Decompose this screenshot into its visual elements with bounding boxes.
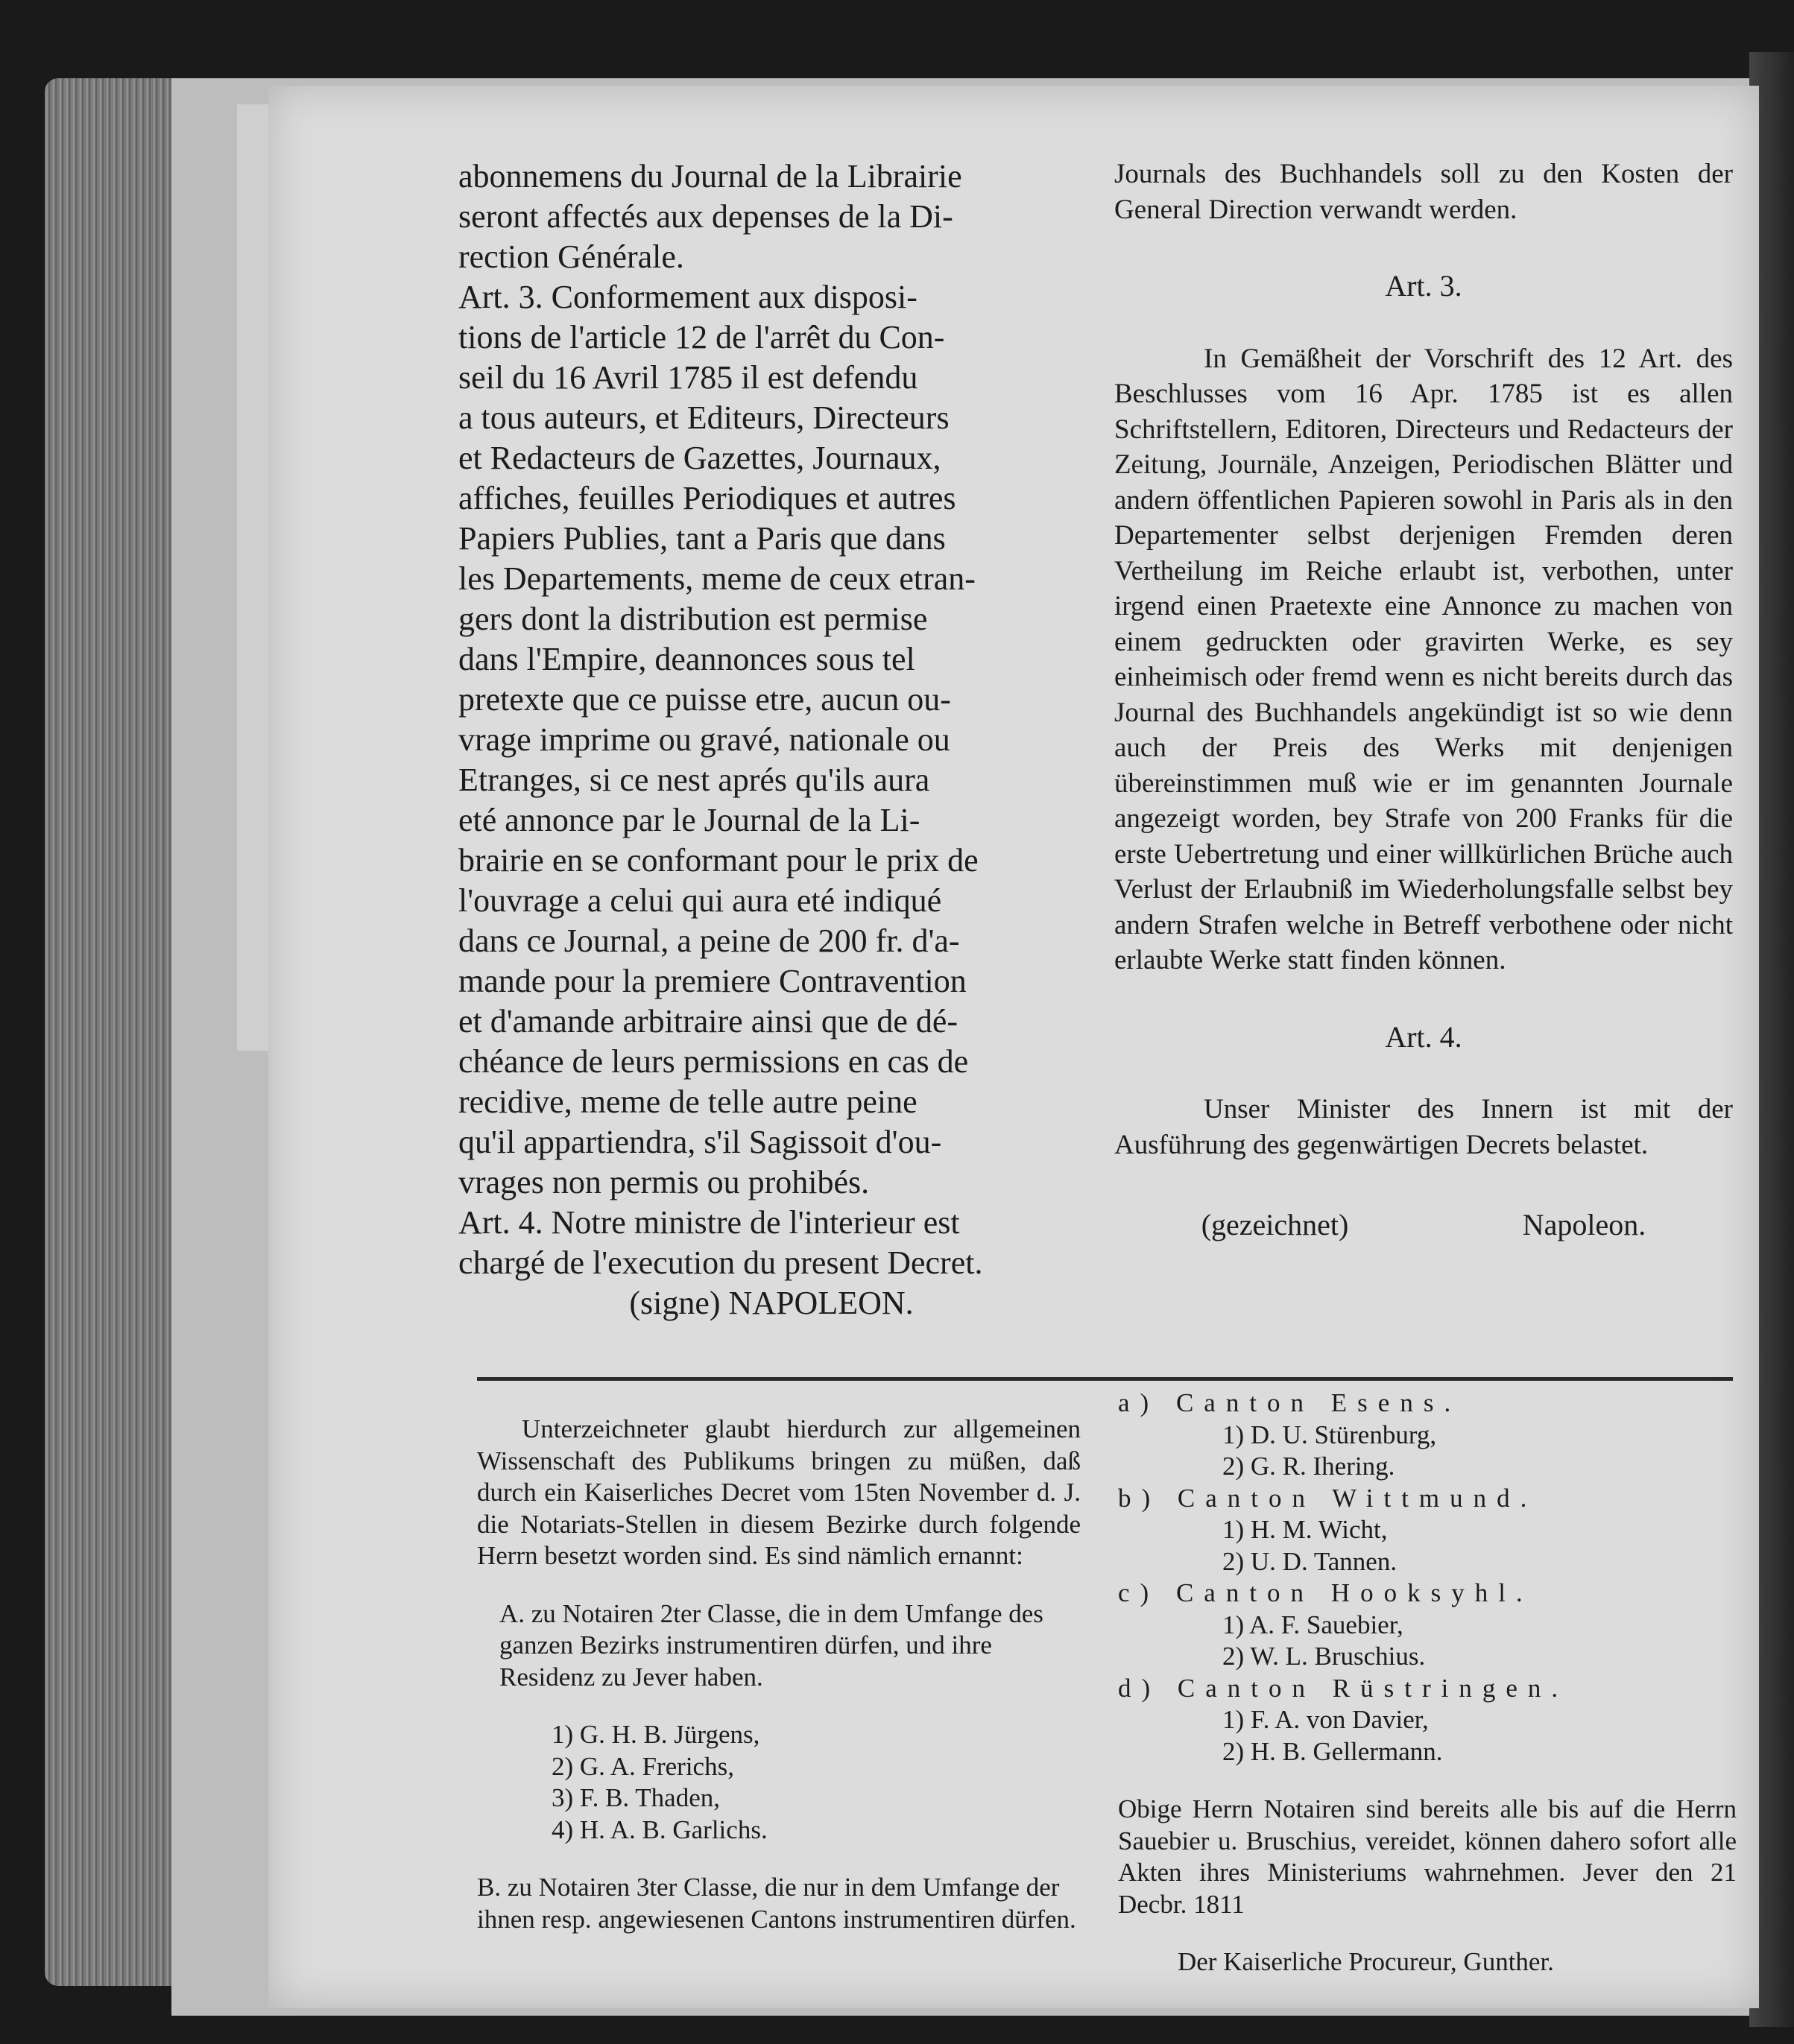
notary-list-a (477, 1719, 1081, 1846)
french-line: et d'amande arbitraire ainsi que de dé- (458, 1003, 958, 1040)
french-line: Art. 4. Notre ministre de l'interieur est (458, 1204, 960, 1241)
notary-entry: 2) W. L. Bruschius. (1222, 1642, 1426, 1671)
book-page-edges (45, 78, 186, 1986)
french-line: et Redacteurs de Gazettes, Journaux, (458, 440, 941, 476)
notary-entry: 4) H. A. B. Garlichs. (552, 1814, 768, 1844)
french-line: l'ouvrage a celui qui aura eté indiqué (458, 882, 942, 919)
french-line: Papiers Publies, tant a Paris que dans (458, 520, 946, 557)
french-line: mande pour la premiere Contravention (458, 963, 967, 999)
german-art4-text: Unser Minister des Innern ist mit der Ausführung des gegenwärtigen Decrets belastet. (1114, 1094, 1733, 1160)
french-line: recidive, meme de telle autre peine (458, 1083, 917, 1120)
french-line: les Departements, meme de ceux etran- (458, 560, 976, 597)
notice-closing: Obige Herrn Notairen sind bereits alle bis auf die Herrn Sauebier u. Bruschius, vereidet, können dahero sofort alle Akten ihres Ministeriums wahrnehmen. Jever den 21 Decbr. 1811 (1118, 1794, 1737, 1919)
notary-entry: 2) U. D. Tannen. (1222, 1546, 1397, 1576)
notary-entry: 2) G. R. Ihering. (1222, 1452, 1395, 1481)
french-line: qu'il appartiendra, s'il Sagissoit d'ou- (458, 1124, 942, 1160)
canton-list (1118, 1388, 1737, 1768)
notary-notice-left (477, 1388, 1081, 1961)
notary-entry: 1) A. F. Sauebier, (1222, 1610, 1403, 1639)
french-line: tions de l'article 12 de l'arrêt du Con- (458, 319, 945, 355)
french-line: affiches, feuilles Periodiques et autres (458, 480, 956, 516)
french-line: eté annonce par le Journal de la Li- (458, 802, 920, 838)
french-line: gers dont la distribution est permise (458, 601, 928, 637)
section-divider (477, 1377, 1733, 1381)
french-line: chéance de leurs permissions en cas de (458, 1043, 969, 1080)
notary-entry: 1) D. U. Stürenburg, (1222, 1420, 1437, 1449)
french-text (458, 156, 1084, 1283)
notary-entry: 3) F. B. Thaden, (552, 1783, 720, 1812)
notary-entry: 1) F. A. von Davier, (1222, 1705, 1429, 1734)
canton-heading: c) Canton Hooksyhl. (1118, 1578, 1533, 1607)
french-line: rection Générale. (458, 238, 684, 275)
french-line: vrage imprime ou gravé, nationale ou (458, 721, 950, 758)
notary-entry: 2) G. A. Frerichs, (552, 1751, 734, 1781)
german-signature-name: Napoleon. (1522, 1208, 1646, 1241)
german-column (1114, 156, 1733, 1243)
notice-section-b: B. zu Notairen 3ter Classe, die nur in dem Umfange der ihnen resp. angewiesenen Cantons instrumentiren dürfen. (477, 1873, 1076, 1934)
canton-heading: b) Canton Wittmund. (1118, 1483, 1538, 1513)
canton-heading: a) Canton Esens. (1118, 1388, 1462, 1417)
notary-entry: 1) H. M. Wicht, (1222, 1515, 1388, 1544)
french-line: pretexte que ce puisse etre, aucun ou- (458, 681, 951, 718)
french-line: seil du 16 Avril 1785 il est defendu (458, 359, 918, 396)
german-art3-heading: Art. 3. (1385, 269, 1462, 303)
notary-notice-right (1118, 1388, 1737, 2005)
notice-section-a: A. zu Notairen 2ter Classe, die in dem Umfange des ganzen Bezirks instrumentiren dürfen, und ihre Residenz zu Jever haben. (499, 1598, 1043, 1692)
notary-entry: 2) H. B. Gellermann. (1222, 1736, 1443, 1766)
french-line: chargé de l'execution du present Decret. (458, 1244, 983, 1281)
french-line: abonnemens du Journal de la Librairie (458, 158, 962, 194)
german-signature (1114, 1207, 1733, 1243)
notary-entry: 1) G. H. B. Jürgens, (552, 1720, 760, 1749)
french-line: vrages non permis ou prohibés. (458, 1164, 870, 1200)
canton-heading: d) Canton Rüstringen. (1118, 1673, 1569, 1703)
notice-closing-signature: Der Kaiserliche Procureur, Gunther. (1178, 1947, 1554, 1976)
french-line: brairie en se conformant pour le prix de (458, 842, 979, 879)
french-line: Etranges, si ce nest aprés qu'ils aura (458, 762, 930, 798)
german-signature-label: (gezeichnet) (1201, 1208, 1349, 1241)
french-column (458, 156, 1084, 1323)
german-art3-text: In Gemäßheit der Vorschrift des 12 Art. des Beschlusses vom 16 Apr. 1785 ist es allen Schriftstellern, Editoren, Directeurs und Redacteurs der Zeitung, Journäle, Anzeigen, Periodischen Blätter und andern öffentlichen Papieren sowohl in Paris als in den Departementer selbst derjenigen Fremden deren Vertheilung im Reiche erlaubt ist, verbothen, unter irgend einen Praetexte eine Annonce zu machen von einem gedruckten oder gravirten Werke, es sey einheimisch oder fremd wenn es nicht bereits durch das Journal des Buchhandels angekündigt ist so wie denn auch der Preis des Werks mit denjenigen übereinstimmen muß wie er im genannten Journale angezeigt worden, bey Strafe von 200 Franks für die erste Uebertretung und einer willkürlichen Brüche auch Verlust der Erlaubniß im Wiederholungsfalle selbst bey andern Strafen welche in Betreff verbothene oder nicht erlaubte Werke statt finden können. (1114, 343, 1733, 975)
notice-intro: Unterzeichneter glaubt hierdurch zur allgemeinen Wissenschaft des Publikums bringen zu müßen, daß durch ein Kaiserliches Decret vom 15ten November d. J. die Notariats-Stellen in diesem Bezirke durch folgende Herrn besetzt worden sind. Es sind nämlich ernannt: (477, 1414, 1081, 1570)
french-signature: (signe) NAPOLEON. (629, 1285, 914, 1321)
german-art4-heading: Art. 4. (1385, 1019, 1462, 1054)
french-line: Art. 3. Conformement aux disposi- (458, 279, 917, 315)
french-line: seront affectés aux depenses de la Di- (458, 198, 953, 235)
german-intro: Journals des Buchhandels soll zu den Kosten der General Direction verwandt werden. (1114, 159, 1733, 225)
french-line: dans l'Empire, deannonces sous tel (458, 641, 915, 677)
french-line: dans ce Journal, a peine de 200 fr. d'a- (458, 923, 960, 959)
french-line: a tous auteurs, et Editeurs, Directeurs (458, 399, 950, 436)
